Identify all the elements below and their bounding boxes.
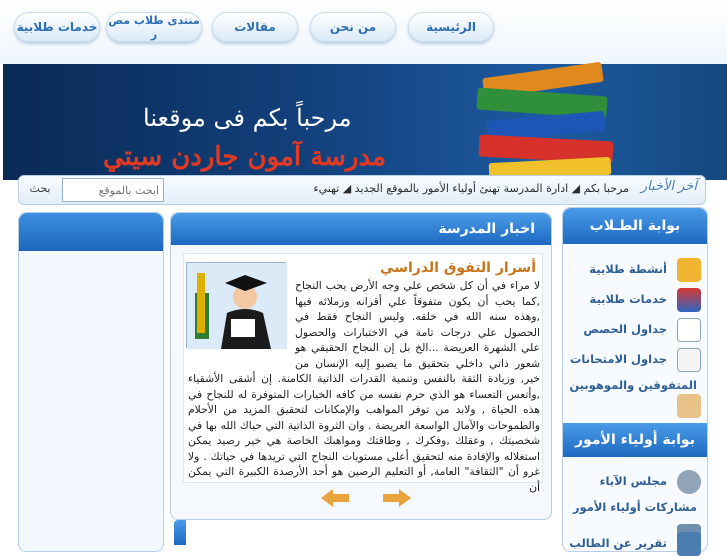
schedule-icon: [677, 318, 701, 342]
books-illustration: [473, 64, 633, 180]
menu-item-parents-participation[interactable]: مشاركات أولياء الأمور: [565, 494, 701, 522]
award-icon: [677, 394, 701, 418]
banner-school-name: مدرسة آمون جاردن سيتي: [103, 142, 387, 172]
news-article: [183, 253, 543, 494]
school-news-panel: [170, 212, 552, 520]
school-news-heading: اخبار المدرسة: [171, 213, 551, 245]
article-title[interactable]: أسرار التفوق الدراسي: [380, 260, 536, 276]
students-portal-heading: بوابة الطـلاب: [563, 208, 707, 244]
top-navigation: [0, 0, 727, 64]
menu-item-student-activities[interactable]: أنشطة طلابية: [565, 256, 701, 284]
activities-icon: [677, 258, 701, 282]
report-icon: [677, 532, 701, 556]
previous-arrow-icon[interactable]: [321, 489, 349, 507]
menu-item-top-students[interactable]: المتفوقين والموهوبين: [565, 372, 701, 400]
search-button[interactable]: بحث: [29, 182, 51, 195]
exam-icon: [677, 348, 701, 372]
nav-tab-home[interactable]: الرئيسية: [408, 12, 494, 42]
nav-tab-about[interactable]: من نحن: [310, 12, 396, 42]
menu-item-student-services[interactable]: خدمات طلابية: [565, 286, 701, 314]
header-banner: [3, 64, 727, 180]
next-arrow-icon[interactable]: [383, 489, 411, 507]
menu-item-student-report[interactable]: تقرير عن الطالب: [565, 530, 701, 558]
search-input[interactable]: [62, 178, 164, 202]
ticker-text[interactable]: مرحبا بكم ◢ ادارة المدرسة تهنئ أولياء الأمور بالموقع الجديد ◢ تهنيء: [313, 182, 629, 195]
books-icon: [677, 288, 701, 312]
nav-tab-articles[interactable]: مقالات: [212, 12, 298, 42]
nav-tab-forum[interactable]: منتدى طلاب مص ر: [106, 12, 202, 42]
parents-council-icon: [677, 470, 701, 494]
banner-welcome-text: مرحباً بكم فى موقعنا: [143, 104, 352, 132]
menu-item-class-schedule[interactable]: جداول الحصص: [565, 316, 701, 344]
portals-sidebar: [562, 207, 708, 552]
left-sidebar: [18, 212, 164, 552]
menu-item-exam-schedule[interactable]: جداول الامتحانات: [565, 346, 701, 374]
article-body: لا مراء في أن كل شخص علي وجه الأرض يحب النجاح ,كما يحب أن يكون متفوقاً علي أقرانه وزملائه فيها ,وهذه سنه الله في خلقه. وليس النجاح فقط في الحصول علي درجات تامة في الاختبارات والحصول علي الشهرة العريضة ...الخ بل إن النجاح الحقيقي هو شعور ذاتي داخلي بتحقيق ما يصبو إليه الإنسان من خير, وزيادة الثقة بالنفس وتنمية القدرات الذاتية الكامنة. إن أشقى الأشقياء ,وأتعس التعساء هو الذي حرم نفسه من كافه الخيارات المتوفرة له للنجاح في هذه الحياة , ولابد من توفر المواهب والإمكانات لتحقيق المزيد من الأحلام والطموحات والآمال الواسعة العريضة . وان الثروة الذاتية التي حباك الله بها في شخصيتك , وعقلك ,وفكرك , وطاقتك ومواهبك الخاصة هي خير رصيد يمكن استغلاله والإفادة منه لتحقيق أعلى مستويات النجاح التي تريدها في حياتك . ولا غرو أن "الثقافة" العامة, أو التعليم الرصين هو أحد الأرصدة الكبيرة التي يمكن أن: [188, 279, 540, 494]
nav-tab-student-services[interactable]: خدمات طلابية: [14, 12, 100, 42]
menu-item-parents-council[interactable]: مجلس الآباء: [565, 468, 701, 496]
lower-panel-header: [174, 520, 186, 545]
ticker-title: آخر الأخبار: [640, 179, 697, 194]
parents-portal-heading: بوابة أولياء الأمور: [563, 423, 707, 457]
left-sidebar-header: [19, 213, 163, 251]
